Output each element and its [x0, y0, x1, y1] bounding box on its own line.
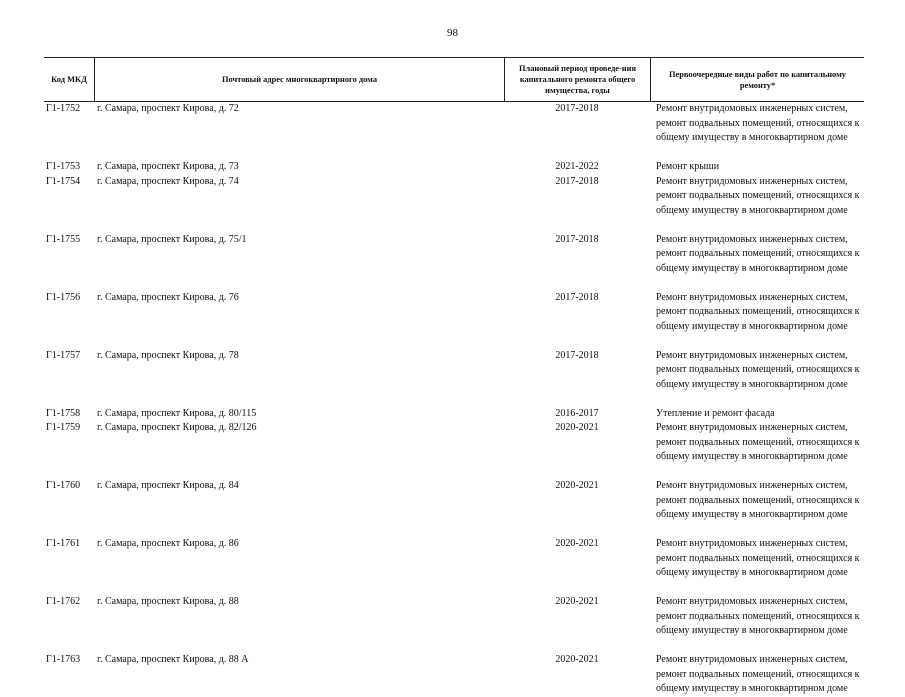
row-code: Г1-1761	[46, 538, 81, 549]
table-row	[44, 349, 864, 393]
row-works: Ремонт внутридомовых инженерных систем, ремонт подвальных помещений, относящихся к общему имуществу в многоквартирном доме	[656, 538, 860, 578]
row-works: Ремонт внутридомовых инженерных систем, ремонт подвальных помещений, относящихся к общему имуществу в многоквартирном доме	[656, 422, 860, 462]
header-works: Первоочередные виды работ по капитальному ремонту*	[650, 58, 864, 101]
row-period: 2020-2021	[555, 538, 599, 549]
row-period: 2017-2018	[555, 103, 599, 114]
row-code: Г1-1756	[46, 291, 81, 303]
row-period: 2017-2018	[555, 233, 599, 245]
row-period: 2021-2022	[555, 161, 599, 172]
row-period: 2017-2018	[555, 349, 599, 361]
table-row	[44, 233, 864, 277]
row-period: 2020-2021	[555, 654, 599, 665]
row-works: Ремонт внутридомовых инженерных систем, ремонт подвальных помещений, относящихся к общему имуществу в многоквартирном доме	[656, 233, 860, 274]
row-works: Ремонт внутридомовых инженерных систем, ремонт подвальных помещений, относящихся к общему имуществу в многоквартирном доме	[656, 103, 860, 143]
row-code: Г1-1758	[46, 407, 81, 419]
header-address: Почтовый адрес многоквартирного дома	[94, 58, 504, 101]
row-address: г. Самара, проспект Кирова, д. 82/126	[97, 422, 257, 433]
row-period: 2017-2018	[555, 291, 599, 303]
row-address: г. Самара, проспект Кирова, д. 84	[97, 480, 239, 491]
row-code: Г1-1759	[46, 422, 81, 433]
table-header	[44, 57, 864, 102]
row-address: г. Самара, проспект Кирова, д. 75/1	[97, 233, 247, 245]
row-works: Ремонт внутридомовых инженерных систем, ремонт подвальных помещений, относящихся к общему имуществу в многоквартирном доме	[656, 596, 860, 636]
row-code: Г1-1755	[46, 233, 81, 245]
row-works: Ремонт внутридомовых инженерных систем, ремонт подвальных помещений, относящихся к общему имуществу в многоквартирном доме	[656, 654, 860, 694]
row-period: 2020-2021	[555, 596, 599, 607]
table-row	[44, 160, 864, 175]
row-code: Г1-1753	[46, 161, 81, 172]
row-works: Утепление и ремонт фасада	[656, 407, 775, 419]
row-code: Г1-1754	[46, 175, 81, 187]
row-code: Г1-1757	[46, 349, 81, 361]
row-code: Г1-1763	[46, 654, 81, 665]
row-address: г. Самара, проспект Кирова, д. 86	[97, 538, 239, 549]
row-address: г. Самара, проспект Кирова, д. 88 А	[97, 654, 249, 665]
row-works: Ремонт внутридомовых инженерных систем, ремонт подвальных помещений, относящихся к общему имуществу в многоквартирном доме	[656, 480, 860, 520]
row-code: Г1-1760	[46, 480, 81, 491]
table-row	[44, 479, 864, 523]
table-row	[44, 291, 864, 335]
row-address: г. Самара, проспект Кирова, д. 80/115	[97, 407, 257, 419]
row-works: Ремонт внутридомовых инженерных систем, ремонт подвальных помещений, относящихся к общему имуществу в многоквартирном доме	[656, 291, 860, 332]
row-address: г. Самара, проспект Кирова, д. 72	[97, 103, 239, 114]
row-address: г. Самара, проспект Кирова, д. 76	[97, 291, 239, 303]
row-works: Ремонт внутридомовых инженерных систем, ремонт подвальных помещений, относящихся к общему имуществу в многоквартирном доме	[656, 349, 860, 390]
row-period: 2017-2018	[555, 175, 599, 187]
row-works: Ремонт внутридомовых инженерных систем, ремонт подвальных помещений, относящихся к общему имуществу в многоквартирном доме	[656, 175, 860, 216]
table-row	[44, 537, 864, 581]
row-address: г. Самара, проспект Кирова, д. 88	[97, 596, 239, 607]
row-works: Ремонт крыши	[656, 161, 720, 172]
row-address: г. Самара, проспект Кирова, д. 78	[97, 349, 239, 361]
row-period: 2020-2021	[555, 422, 599, 433]
row-period: 2016-2017	[555, 407, 599, 419]
table-row	[44, 595, 864, 639]
table-row	[44, 407, 864, 422]
table-row	[44, 421, 864, 465]
header-code: Код МКД	[51, 75, 87, 84]
row-address: г. Самара, проспект Кирова, д. 74	[97, 175, 239, 187]
row-code: Г1-1762	[46, 596, 81, 607]
table-row	[44, 653, 864, 697]
table-row	[44, 102, 864, 146]
table-row	[44, 175, 864, 219]
page-number: 98	[447, 27, 458, 39]
row-address: г. Самара, проспект Кирова, д. 73	[97, 161, 239, 172]
table-body	[44, 102, 864, 697]
header-period: Плановый период проведе-ния капитального ремонта общего имущества, годы	[504, 58, 650, 101]
capital-repair-table	[44, 57, 864, 697]
row-code: Г1-1752	[46, 103, 81, 114]
row-period: 2020-2021	[555, 480, 599, 491]
